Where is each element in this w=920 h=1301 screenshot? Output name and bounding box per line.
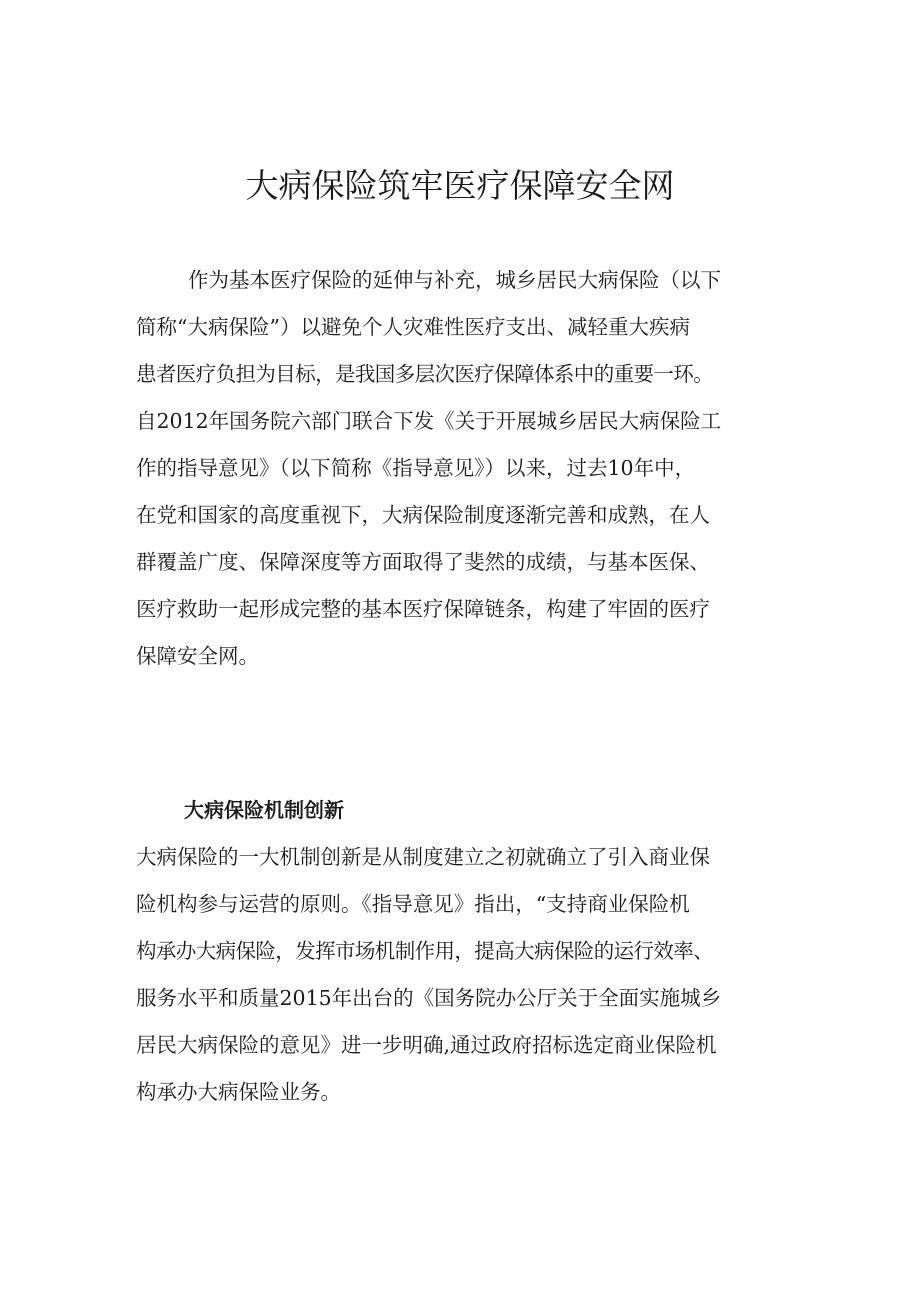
paragraph-line: 作为基本医疗保险的延伸与补充，城乡居民大病保险（以下 [188,268,721,292]
paragraph-line: 作的指导意见》（以下简称《指导意见》）以来，过去10年中， [136,456,696,480]
paragraph-line: 构承办大病保险业务。 [136,1080,341,1104]
paragraph-line: 在党和国家的高度重视下，大病保险制度逐渐完善和成熟，在人 [136,503,710,527]
paragraph-line: 保障安全网。 [136,644,259,668]
paragraph-line: 自2012年国务院六部门联合下发《关于开展城乡居民大病保险工 [136,409,722,433]
paragraph-line: 大病保险的一大机制创新是从制度建立之初就确立了引入商业保 [136,845,710,869]
paragraph-line: 患者医疗负担为目标，是我国多层次医疗保障体系中的重要一环。 [136,362,714,386]
paragraph-line: 医疗救助一起形成完整的基本医疗保障链条，构建了牢固的医疗 [136,597,710,621]
document-title: 大病保险筑牢医疗保障安全网 [245,166,675,205]
paragraph-line: 服务水平和质量2015年出台的《国务院办公厅关于全面实施城乡 [136,986,722,1010]
paragraph-line: 简称“大病保险”）以避免个人灾难性医疗支出、减轻重大疾病 [136,315,690,339]
paragraph-line: 构承办大病保险，发挥市场机制作用，提高大病保险的运行效率、 [136,939,714,963]
paragraph-line: 险机构参与运营的原则。《指导意见》指出，“支持商业保险机 [136,892,690,916]
section-heading: 大病保险机制创新 [184,798,344,822]
paragraph-line: 群覆盖广度、保障深度等方面取得了斐然的成绩，与基本医保、 [136,550,710,574]
paragraph-line: 居民大病保险的意见》进一步明确,通过政府招标选定商业保险机 [136,1033,717,1057]
